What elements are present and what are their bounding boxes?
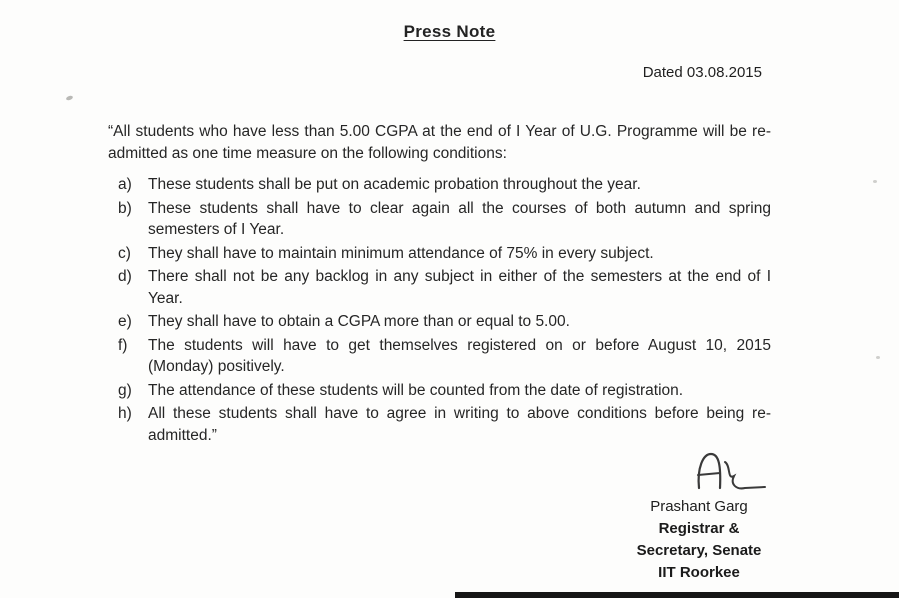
scan-edge-artifact (455, 592, 899, 598)
condition-text: They shall have to obtain a CGPA more than or equal to 5.00. (148, 313, 570, 330)
condition-label: g) (118, 381, 132, 399)
signature-block (599, 448, 799, 581)
scan-speckle (876, 356, 880, 359)
document-title (0, 0, 899, 42)
signatory-role-1: Registrar & (658, 520, 740, 537)
condition-text: The attendance of these students will be counted from the date of registration. (148, 381, 684, 399)
condition-item (118, 335, 771, 378)
condition-label: h) (118, 405, 132, 422)
condition-label: a) (118, 176, 132, 193)
signatory-role-2: Secretary, Senate (636, 542, 762, 559)
condition-item (118, 198, 771, 241)
scan-speckle (66, 95, 74, 101)
signature-scribble-icon (689, 448, 769, 496)
condition-item (118, 311, 771, 333)
signatory-name: Prashant Garg (650, 498, 748, 515)
scan-speckle (873, 180, 877, 183)
document-title-text: Press Note (403, 22, 496, 41)
condition-label: d) (118, 268, 132, 285)
condition-label: c) (118, 244, 131, 262)
condition-item (118, 403, 771, 446)
condition-item (118, 266, 771, 309)
condition-text: These students shall be put on academic probation throughout the year. (148, 176, 641, 193)
condition-label: e) (118, 313, 132, 330)
condition-item (118, 174, 771, 196)
conditions-list (118, 174, 771, 446)
condition-text: They shall have to maintain minimum attendance of 75% in every subject. (148, 244, 654, 262)
condition-text: The students will have to get themselves registered on or before August 10, 2015 (Monday) positively. (148, 336, 771, 375)
document-date: Dated 03.08.2015 (642, 64, 762, 81)
condition-item (118, 243, 771, 265)
signatory-role-3: IIT Roorkee (658, 564, 740, 581)
condition-text: All these students shall have to agree in writing to above conditions before being re-admitted.” (148, 405, 771, 444)
condition-label: f) (118, 336, 128, 354)
condition-label: b) (118, 199, 132, 217)
intro-paragraph: “All students who have less than 5.00 CGPA at the end of I Year of U.G. Programme will be re-admitted as one time measure on the following conditions: (108, 123, 771, 162)
condition-text: There shall not be any backlog in any subject in either of the semesters at the end of I Year. (148, 268, 771, 307)
condition-item (118, 380, 771, 402)
condition-text: These students shall have to clear again all the courses of both autumn and spring semesters of I Year. (148, 199, 771, 238)
